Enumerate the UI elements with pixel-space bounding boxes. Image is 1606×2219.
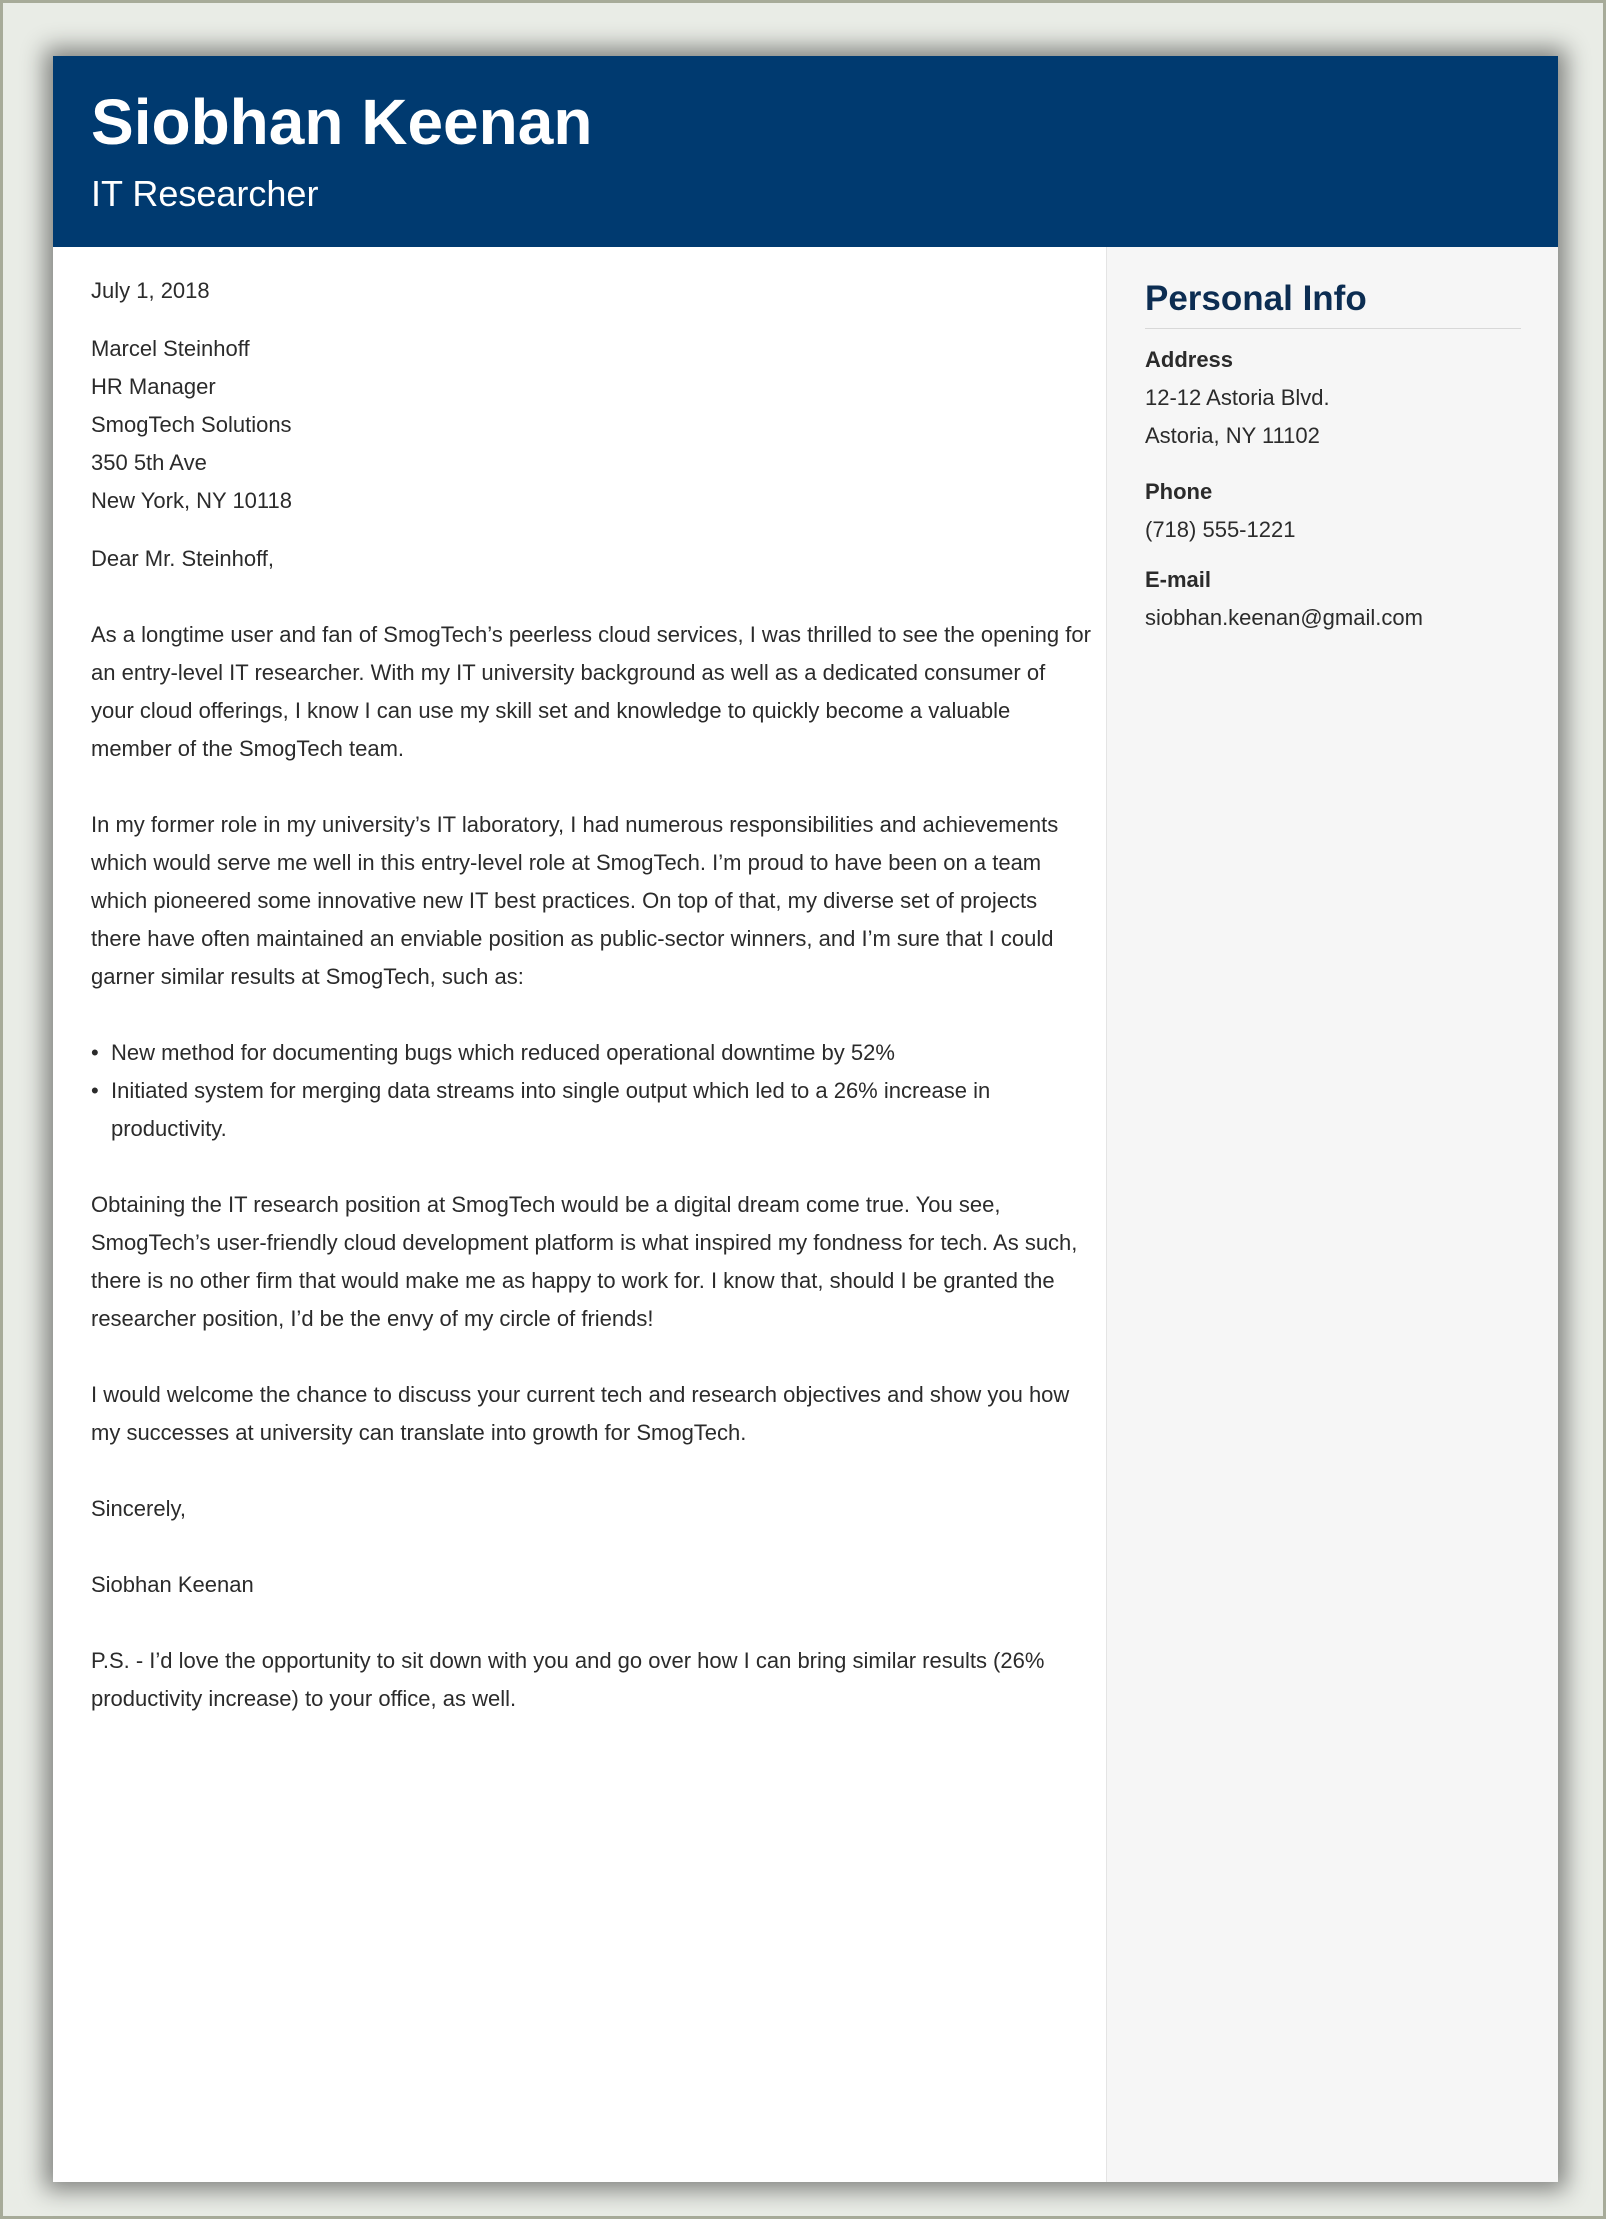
paragraph: As a longtime user and fan of SmogTech’s peerless cloud services, I was thrilled to see the opening for an entry-level IT researcher. With my IT university background as well as a dedicated consumer of your cloud offerings, I know I can use my skill set and knowledge to quickly become a valuable member of the SmogTech team. <box>91 622 1091 761</box>
paragraph: In my former role in my university’s IT laboratory, I had numerous responsibilities and achievements which would serve me well in this entry-level role at SmogTech. I’m proud to have been on a team which pioneered some innovative new IT best practices. On top of that, my diverse set of projects there have often maintained an enviable position as public-sector winners, and I’m sure that I could garner similar results at SmogTech, such as: <box>91 812 1059 989</box>
recipient-line: HR Manager <box>91 374 216 399</box>
address-section <box>1145 341 1525 455</box>
bullet-icon: • <box>91 1040 99 1065</box>
postscript: P.S. - I’d love the opportunity to sit down with you and go over how I can bring similar results (26% productivity increase) to your office, as well. <box>91 1648 1045 1711</box>
applicant-role: IT Researcher <box>91 173 319 214</box>
letter-date: July 1, 2018 <box>91 278 210 303</box>
address-line: 12-12 Astoria Blvd. <box>1145 385 1330 410</box>
applicant-name: Siobhan Keenan <box>91 86 593 158</box>
phone-label: Phone <box>1145 479 1213 504</box>
recipient-address <box>91 330 1091 520</box>
recipient-line: New York, NY 10118 <box>91 488 292 513</box>
list-item-text: Initiated system for merging data streams into single output which led to a 26% increase in productivity. <box>111 1078 991 1141</box>
list-item <box>91 1034 1091 1072</box>
phone-section <box>1145 473 1525 549</box>
sidebar-title: Personal Info <box>1145 278 1521 329</box>
email-section <box>1145 561 1525 637</box>
recipient-line: 350 5th Ave <box>91 450 207 475</box>
phone-value: (718) 555-1221 <box>1145 517 1296 542</box>
achievement-list <box>91 1034 1091 1148</box>
recipient-line: SmogTech Solutions <box>91 412 292 437</box>
sidebar <box>1106 247 1558 2182</box>
paragraph: Obtaining the IT research position at SmogTech would be a digital dream come true. You see, SmogTech’s user-friendly cloud development platform is what inspired my fondness for tech. As such, there is no other firm that would make me as happy to work for. I know that, should I be granted the researcher position, I’d be the envy of my circle of friends! <box>91 1192 1078 1331</box>
email-label: E-mail <box>1145 567 1212 592</box>
letter-body <box>91 272 1091 1718</box>
address-line: Astoria, NY 11102 <box>1145 423 1320 448</box>
bullet-icon: • <box>91 1078 99 1103</box>
header-banner <box>53 56 1558 247</box>
salutation: Dear Mr. Steinhoff, <box>91 546 275 571</box>
email-value: siobhan.keenan@gmail.com <box>1145 605 1423 630</box>
paragraph: I would welcome the chance to discuss your current tech and research objectives and show you how my successes at university can translate into growth for SmogTech. <box>91 1382 1070 1445</box>
closing: Sincerely, <box>91 1496 186 1521</box>
recipient-line: Marcel Steinhoff <box>91 336 250 361</box>
resume-page <box>53 56 1558 2182</box>
signature: Siobhan Keenan <box>91 1572 254 1597</box>
list-item-text: New method for documenting bugs which reduced operational downtime by 52% <box>111 1040 895 1065</box>
address-label: Address <box>1145 347 1234 372</box>
list-item <box>91 1072 1091 1148</box>
